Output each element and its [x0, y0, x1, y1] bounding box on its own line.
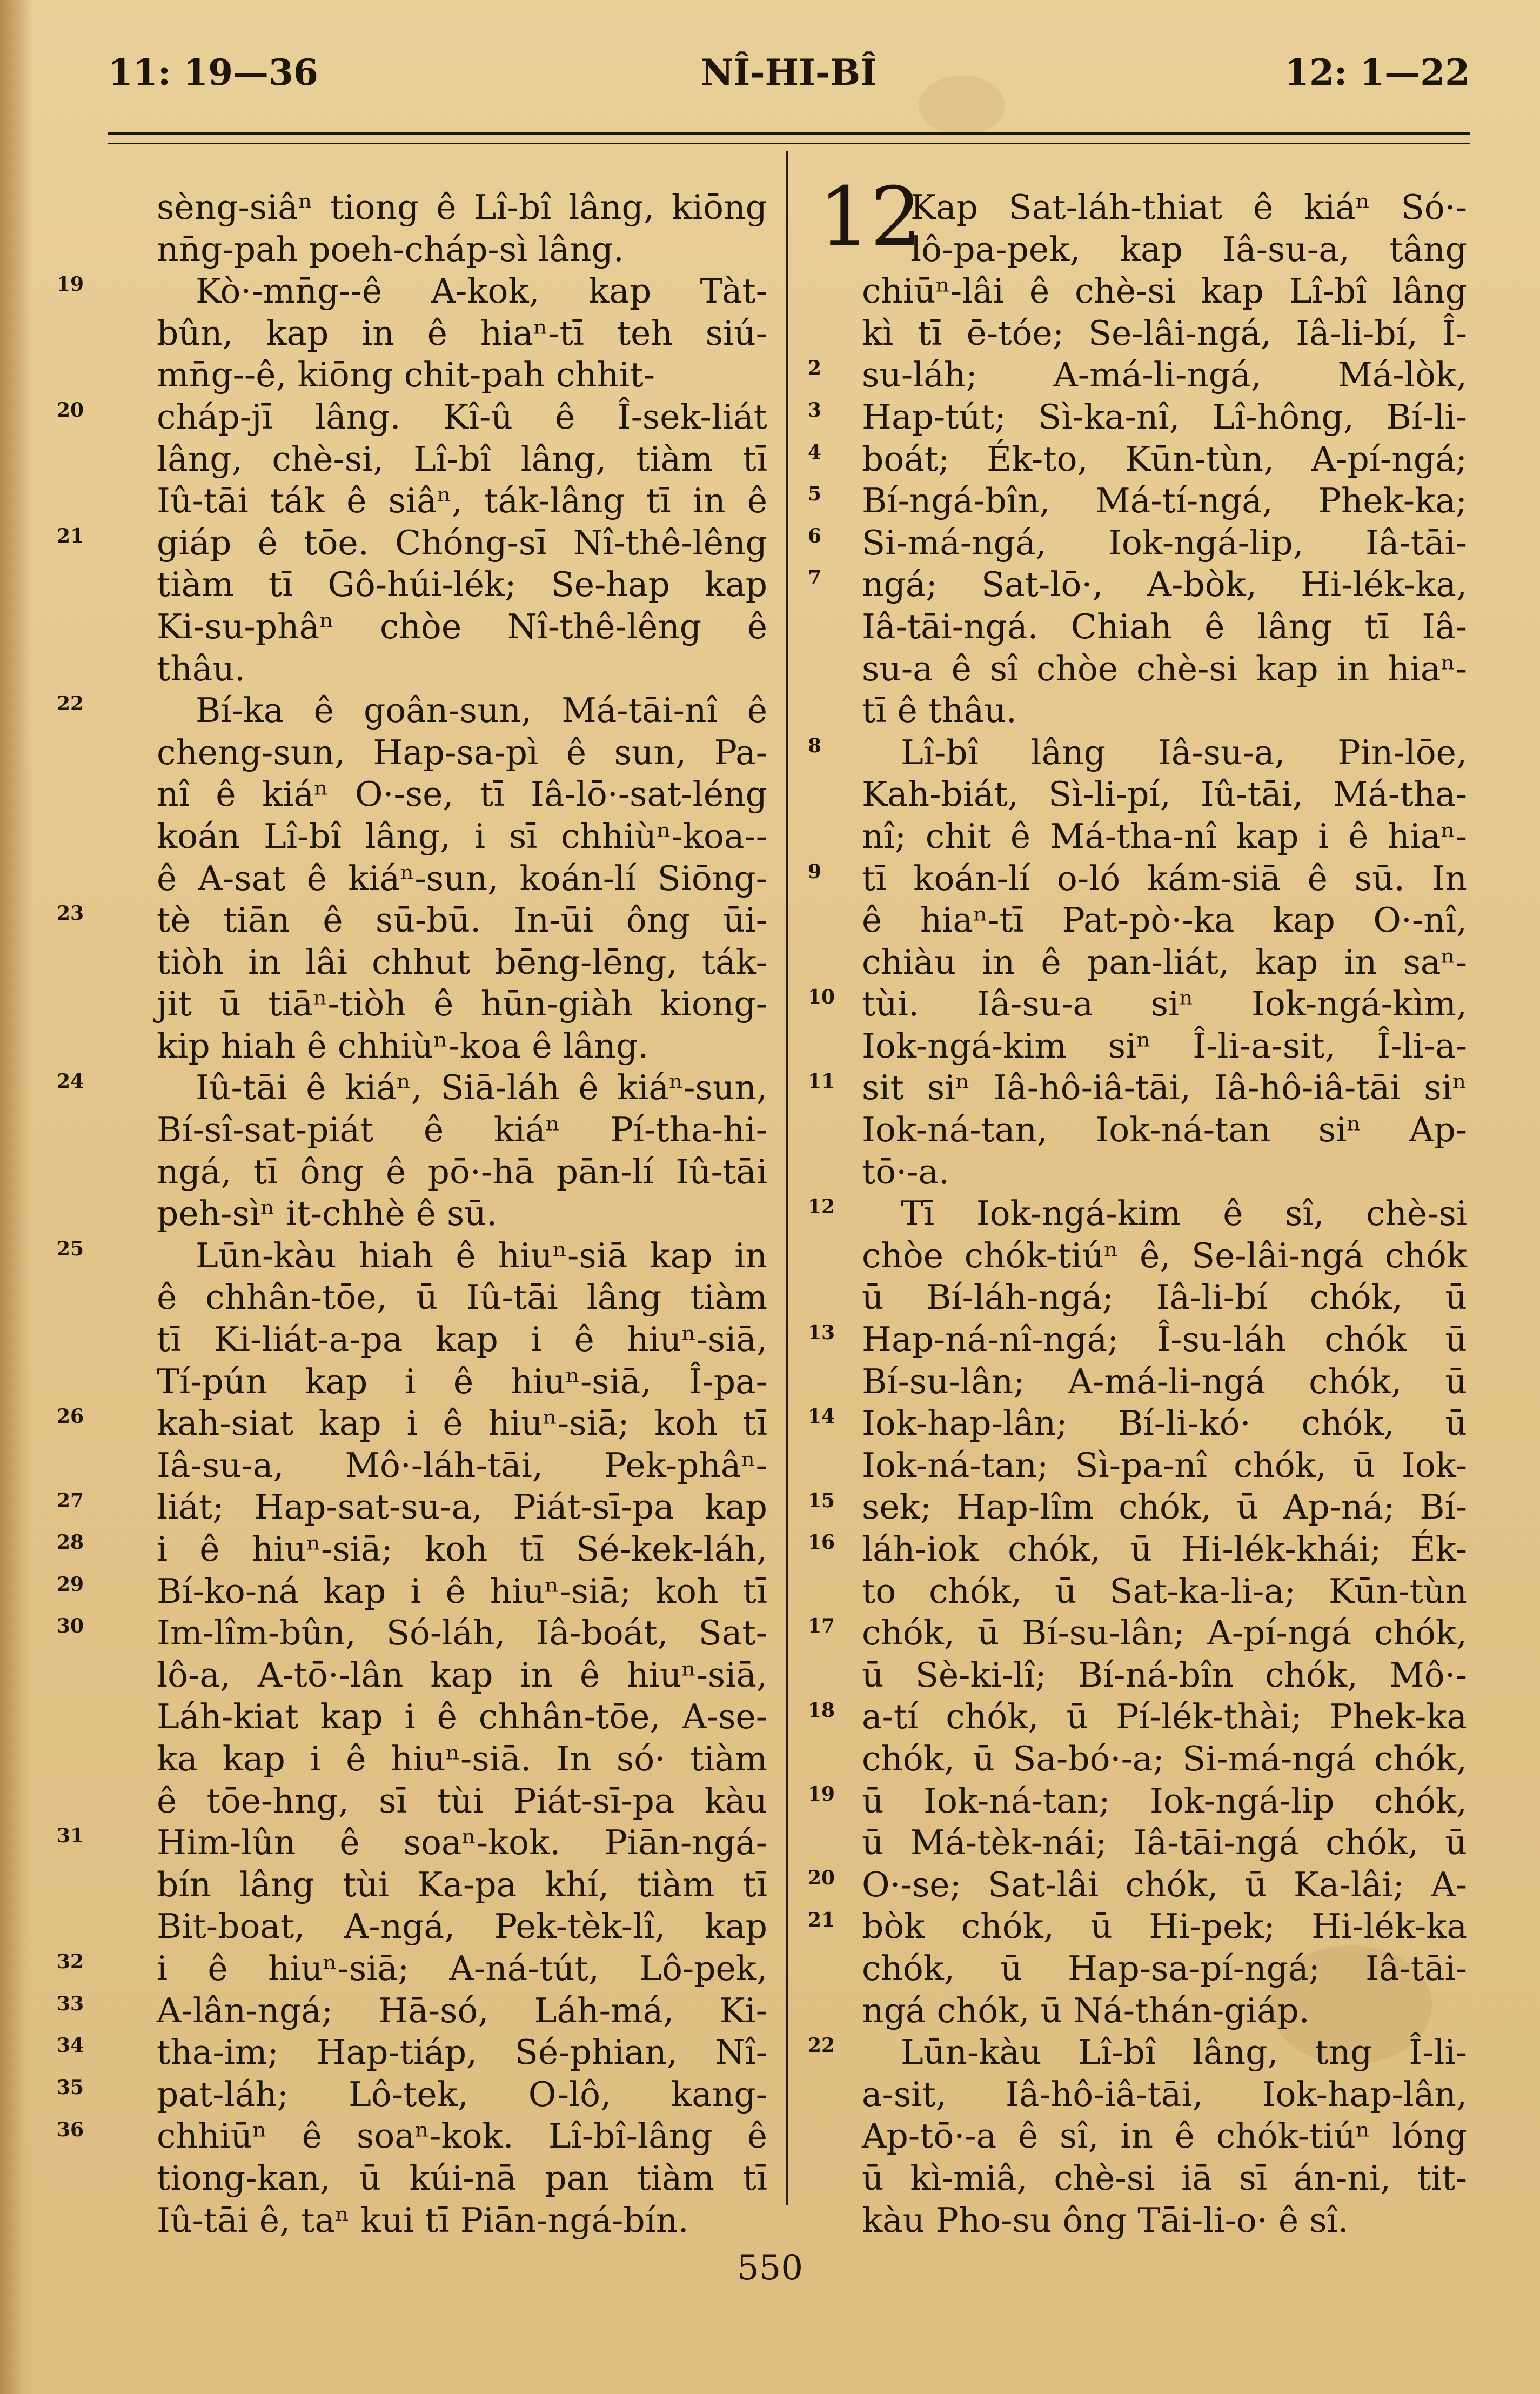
- text-line: ê A-sat ê kiáⁿ-sun, koán-lí Siōng-: [157, 858, 767, 898]
- text-line: cháp-jī lâng. Kî-û ê Î-sek-liát: [157, 397, 767, 437]
- column-divider: [786, 151, 788, 2205]
- page-spine-shadow: [0, 0, 32, 2394]
- text-line: liát; Hap-sat-su-a, Piát-sī-pa kap: [157, 1487, 767, 1527]
- verse-number: 21: [57, 524, 84, 547]
- verse-number: 25: [57, 1238, 84, 1260]
- text-line: ū Má-tèk-nái; Iâ-tāi-ngá chók, ū: [862, 1823, 1467, 1863]
- text-line: lô-pa-pek, kap Iâ-su-a, tâng: [910, 229, 1467, 269]
- verse-number: 6: [808, 524, 822, 547]
- text-line: Hap-tút; Sì-ka-nî, Lî-hông, Bí-li-: [862, 397, 1467, 437]
- verse-number: 15: [808, 1489, 835, 1512]
- verse-number: 17: [808, 1615, 835, 1638]
- text-line: i ê hiuⁿ-siā; A-ná-tút, Lô-pek,: [157, 1948, 767, 1988]
- left-column: [57, 186, 767, 2241]
- text-line: lô-a, A-tō·-lân kap in ê hiuⁿ-siā,: [157, 1655, 767, 1695]
- text-line: kip hiah ê chhiùⁿ-koa ê lâng.: [157, 1026, 649, 1066]
- text-line: Kah-biát, Sì-li-pí, Iû-tāi, Má-tha-: [862, 774, 1467, 814]
- verse-number: 24: [57, 1069, 84, 1093]
- text-line: sit siⁿ Iâ-hô-iâ-tāi, Iâ-hô-iâ-tāi siⁿ: [862, 1068, 1467, 1108]
- text-line: Iok-hap-lân; Bí-li-kó· chók, ū: [862, 1403, 1467, 1443]
- text-line: kàu Pho-su ông Tāi-li-o· ê sî.: [862, 2200, 1349, 2240]
- text-line: su-láh; A-má-li-ngá, Má-lòk,: [862, 355, 1467, 395]
- verse-number: 21: [808, 1908, 835, 1931]
- text-line: a-tí chók, ū Pí-lék-thài; Phek-ka: [862, 1697, 1467, 1737]
- text-line: ū Iok-ná-tan; Iok-ngá-lip chók,: [862, 1781, 1467, 1821]
- text-line: Lūn-kàu Lî-bî lâng, tng Î-li-: [901, 2032, 1467, 2072]
- text-line: Si-má-ngá, Iok-ngá-lip, Iâ-tāi-: [862, 523, 1467, 563]
- verse-number: 9: [808, 860, 822, 883]
- text-line: Iû-tāi ê kiáⁿ, Siā-láh ê kiáⁿ-sun,: [196, 1068, 767, 1108]
- text-line: chòe chók-tiúⁿ ê, Se-lâi-ngá chók: [862, 1235, 1467, 1275]
- text-line: tō·-a.: [862, 1152, 950, 1192]
- text-line: Bí-su-lân; A-má-li-ngá chók, ū: [862, 1361, 1467, 1401]
- text-line: Kap Sat-láh-thiat ê kiáⁿ Só·-: [910, 188, 1467, 227]
- text-line: chók, ū Sa-bó·-a; Si-má-ngá chók,: [862, 1738, 1467, 1778]
- right-reference: 12: 1—22: [1284, 51, 1470, 93]
- text-line: Lî-bî lâng Iâ-su-a, Pin-lōe,: [901, 732, 1467, 772]
- text-line: sek; Hap-lîm chók, ū Ap-ná; Bí-: [862, 1487, 1467, 1527]
- text-line: to chók, ū Sat-ka-li-a; Kūn-tùn: [862, 1571, 1467, 1611]
- text-line: cheng-sun, Hap-sa-pì ê sun, Pa-: [157, 732, 767, 772]
- text-line: Tī Iok-ngá-kim ê sî, chè-si: [901, 1194, 1467, 1234]
- text-line: Im-lîm-bûn, Só-láh, Iâ-boát, Sat-: [157, 1613, 767, 1653]
- text-line: bín lâng tùi Ka-pa khí, tiàm tī: [157, 1864, 767, 1904]
- text-line: ū kì-miâ, chè-si iā sī án-ni, tit-: [862, 2158, 1467, 2198]
- text-line: lâng, chè-si, Lî-bî lâng, tiàm tī: [157, 439, 767, 479]
- text-line: chiūⁿ-lâi ê chè-si kap Lî-bî lâng: [862, 271, 1467, 311]
- text-line: Him-lûn ê soaⁿ-kok. Piān-ngá-: [157, 1823, 767, 1863]
- verse-number: 22: [808, 2034, 835, 2057]
- verse-number: 2: [808, 357, 822, 380]
- text-line: boát; Ék-to, Kūn-tùn, A-pí-ngá;: [862, 439, 1467, 479]
- verse-number: 32: [57, 1950, 84, 1974]
- text-line: O·-se; Sat-lâi chók, ū Ka-lâi; A-: [862, 1864, 1467, 1904]
- text-line: Bí-ko-ná kap i ê hiuⁿ-siā; koh tī: [157, 1571, 767, 1611]
- text-line: Iû-tāi ták ê siâⁿ, ták-lâng tī in ê: [157, 481, 767, 521]
- verse-number: 14: [808, 1405, 835, 1428]
- verse-number: 33: [57, 1992, 84, 2015]
- text-line: Lūn-kàu hiah ê hiuⁿ-siā kap in: [196, 1235, 767, 1275]
- text-line: a-sit, Iâ-hô-iâ-tāi, Iok-hap-lân,: [862, 2074, 1467, 2114]
- verse-number: 20: [808, 1867, 835, 1889]
- text-line: Hap-ná-nî-ngá; Î-su-láh chók ū: [862, 1320, 1467, 1360]
- verse-number: 35: [57, 2076, 84, 2099]
- text-line: A-lân-ngá; Hā-só, Láh-má, Ki-: [157, 1990, 767, 2030]
- text-line: ngá; Sat-lō·, A-bòk, Hi-lék-ka,: [862, 565, 1467, 605]
- verse-number: 22: [57, 692, 84, 715]
- verse-number: 3: [808, 399, 822, 422]
- text-line: ka kap i ê hiuⁿ-siā. In só· tiàm: [157, 1738, 767, 1778]
- text-line: chhiūⁿ ê soaⁿ-kok. Lî-bî-lâng ê: [157, 2116, 767, 2156]
- text-line: ū Sè-ki-lî; Bí-ná-bîn chók, Mô·-: [862, 1655, 1467, 1695]
- right-column: [808, 170, 1467, 2241]
- text-line: jit ū tiāⁿ-tiòh ê hūn-giàh kiong-: [157, 984, 767, 1024]
- text-line: tiong-kan, ū kúi-nā pan tiàm tī: [157, 2158, 767, 2198]
- text-line: láh-iok chók, ū Hi-lék-khái; Ék-: [862, 1529, 1467, 1569]
- text-line: Iok-ná-tan; Sì-pa-nî chók, ū Iok-: [862, 1445, 1467, 1485]
- running-head: [108, 51, 1470, 100]
- text-line: Iâ-tāi-ngá. Chiah ê lâng tī Iâ-: [862, 606, 1467, 646]
- page-number: 550: [736, 2248, 804, 2288]
- text-line: sèng-siâⁿ tiong ê Lî-bî lâng, kiōng: [157, 188, 767, 227]
- text-line: ū Bí-láh-ngá; Iâ-li-bí chók, ū: [862, 1278, 1467, 1318]
- text-line: tī ê thâu.: [862, 691, 1017, 731]
- verse-number: 23: [57, 902, 84, 925]
- text-line: su-a ê sî chòe chè-si kap in hiaⁿ-: [862, 648, 1467, 688]
- text-line: kah-siat kap i ê hiuⁿ-siā; koh tī: [157, 1403, 767, 1443]
- verse-number: 16: [808, 1531, 835, 1554]
- text-line: Ap-tō·-a ê sî, in ê chók-tiúⁿ lóng: [862, 2116, 1467, 2156]
- text-line: ngá, tī ông ê pō·-hā pān-lí Iû-tāi: [157, 1152, 767, 1192]
- text-line: pat-láh; Lô-tek, O-lô, kang-: [157, 2074, 767, 2114]
- text-line: chiàu in ê pan-liát, kap in saⁿ-: [862, 942, 1467, 982]
- verse-number: 5: [808, 483, 822, 506]
- text-line: Iok-ná-tan, Iok-ná-tan siⁿ Ap-: [862, 1110, 1467, 1150]
- text-line: Bí-sî-sat-piát ê kiáⁿ Pí-tha-hi-: [157, 1110, 767, 1150]
- text-line: Bí-ka ê goân-sun, Má-tāi-nî ê: [196, 691, 767, 731]
- text-line: bòk chók, ū Hi-pek; Hi-lék-ka: [862, 1907, 1467, 1947]
- verse-number: 18: [808, 1698, 835, 1722]
- left-reference: 11: 19—36: [108, 51, 318, 93]
- text-line: tùi. Iâ-su-a siⁿ Iok-ngá-kìm,: [862, 984, 1467, 1024]
- verse-number: 10: [808, 986, 835, 1009]
- verse-number: 29: [57, 1573, 84, 1596]
- verse-number: 30: [57, 1615, 84, 1638]
- verse-number: 13: [808, 1321, 835, 1345]
- text-line: Ki-su-phâⁿ chòe Nî-thê-lêng ê: [157, 606, 767, 646]
- text-line: kì tī ē-tóe; Se-lâi-ngá, Iâ-li-bí, Î-: [862, 313, 1467, 353]
- text-line: ê chhân-tōe, ū Iû-tāi lâng tiàm: [157, 1278, 767, 1318]
- verse-number: 27: [57, 1489, 84, 1512]
- text-line: ê tōe-hng, sī tùi Piát-sī-pa kàu: [157, 1781, 767, 1821]
- text-line: Kò·-mn̄g--ê A-kok, kap Tàt-: [196, 271, 767, 311]
- verse-number: 34: [57, 2034, 84, 2057]
- text-line: koán Lî-bî lâng, i sī chhiùⁿ-koa--: [157, 816, 767, 856]
- text-line: Láh-kiat kap i ê chhân-tōe, A-se-: [157, 1697, 767, 1737]
- text-line: nn̄g-pah poeh-cháp-sì lâng.: [157, 229, 624, 269]
- verse-number: 36: [57, 2118, 84, 2141]
- text-line: i ê hiuⁿ-siā; koh tī Sé-kek-láh,: [157, 1529, 767, 1569]
- text-line: mn̄g--ê, kiōng chit-pah chhit-: [157, 355, 655, 395]
- text-line: tha-im; Hap-tiáp, Sé-phian, Nî-: [157, 2032, 767, 2072]
- text-line: Iok-ngá-kim siⁿ Î-li-a-sit, Î-li-a-: [862, 1026, 1467, 1066]
- text-line: peh-sìⁿ it-chhè ê sū.: [157, 1194, 497, 1234]
- verse-number: 11: [808, 1069, 835, 1093]
- verse-number: 19: [808, 1782, 835, 1805]
- verse-number: 8: [808, 734, 822, 757]
- verse-number: 4: [808, 440, 822, 464]
- verse-number: 7: [808, 566, 822, 590]
- text-line: nî ê kiáⁿ O·-se, tī Iâ-lō·-sat-léng: [157, 774, 767, 814]
- book-title: NÎ-HI-BÎ: [701, 51, 877, 93]
- chapter-number: 12: [819, 170, 922, 264]
- text-line: ê hiaⁿ-tī Pat-pò·-ka kap O·-nî,: [862, 900, 1467, 940]
- verse-number: 28: [57, 1531, 84, 1554]
- text-line: Iâ-su-a, Mô·-láh-tāi, Pek-phâⁿ-: [157, 1445, 767, 1485]
- text-line: bûn, kap in ê hiaⁿ-tī teh siú-: [157, 313, 767, 353]
- text-line: Bit-boat, A-ngá, Pek-tèk-lî, kap: [157, 1907, 767, 1947]
- text-line: Iû-tāi ê, taⁿ kui tī Piān-ngá-bín.: [157, 2200, 689, 2240]
- text-line: tī koán-lí o-ló kám-siā ê sū. In: [862, 858, 1467, 898]
- text-line: Bí-ngá-bîn, Má-tí-ngá, Phek-ka;: [862, 481, 1467, 521]
- verse-number: 19: [57, 273, 84, 296]
- text-line: tiàm tī Gô-húi-lék; Se-hap kap: [157, 565, 767, 605]
- verse-number: 26: [57, 1405, 84, 1428]
- text-line: tè tiān ê sū-bū. In-ūi ông ūi-: [157, 900, 767, 940]
- text-line: Tí-pún kap i ê hiuⁿ-siā, Î-pa-: [157, 1361, 767, 1401]
- text-line: thâu.: [157, 648, 246, 688]
- text-line: tī Ki-liát-a-pa kap i ê hiuⁿ-siā,: [157, 1320, 767, 1360]
- verse-number: 12: [808, 1195, 835, 1219]
- header-rule: [108, 132, 1470, 144]
- verse-number: 20: [57, 399, 84, 422]
- verse-number: 31: [57, 1824, 84, 1848]
- text-line: chók, ū Bí-su-lân; A-pí-ngá chók,: [862, 1613, 1467, 1653]
- text-line: tiòh in lâi chhut bēng-lēng, ták-: [157, 942, 767, 982]
- text-line: giáp ê tōe. Chóng-sī Nî-thê-lêng: [157, 523, 767, 563]
- text-line: ngá chók, ū Ná-thán-giáp.: [862, 1990, 1310, 2030]
- text-line: nî; chit ê Má-tha-nî kap i ê hiaⁿ-: [862, 816, 1467, 856]
- text-line: chók, ū Hap-sa-pí-ngá; Iâ-tāi-: [862, 1948, 1467, 1988]
